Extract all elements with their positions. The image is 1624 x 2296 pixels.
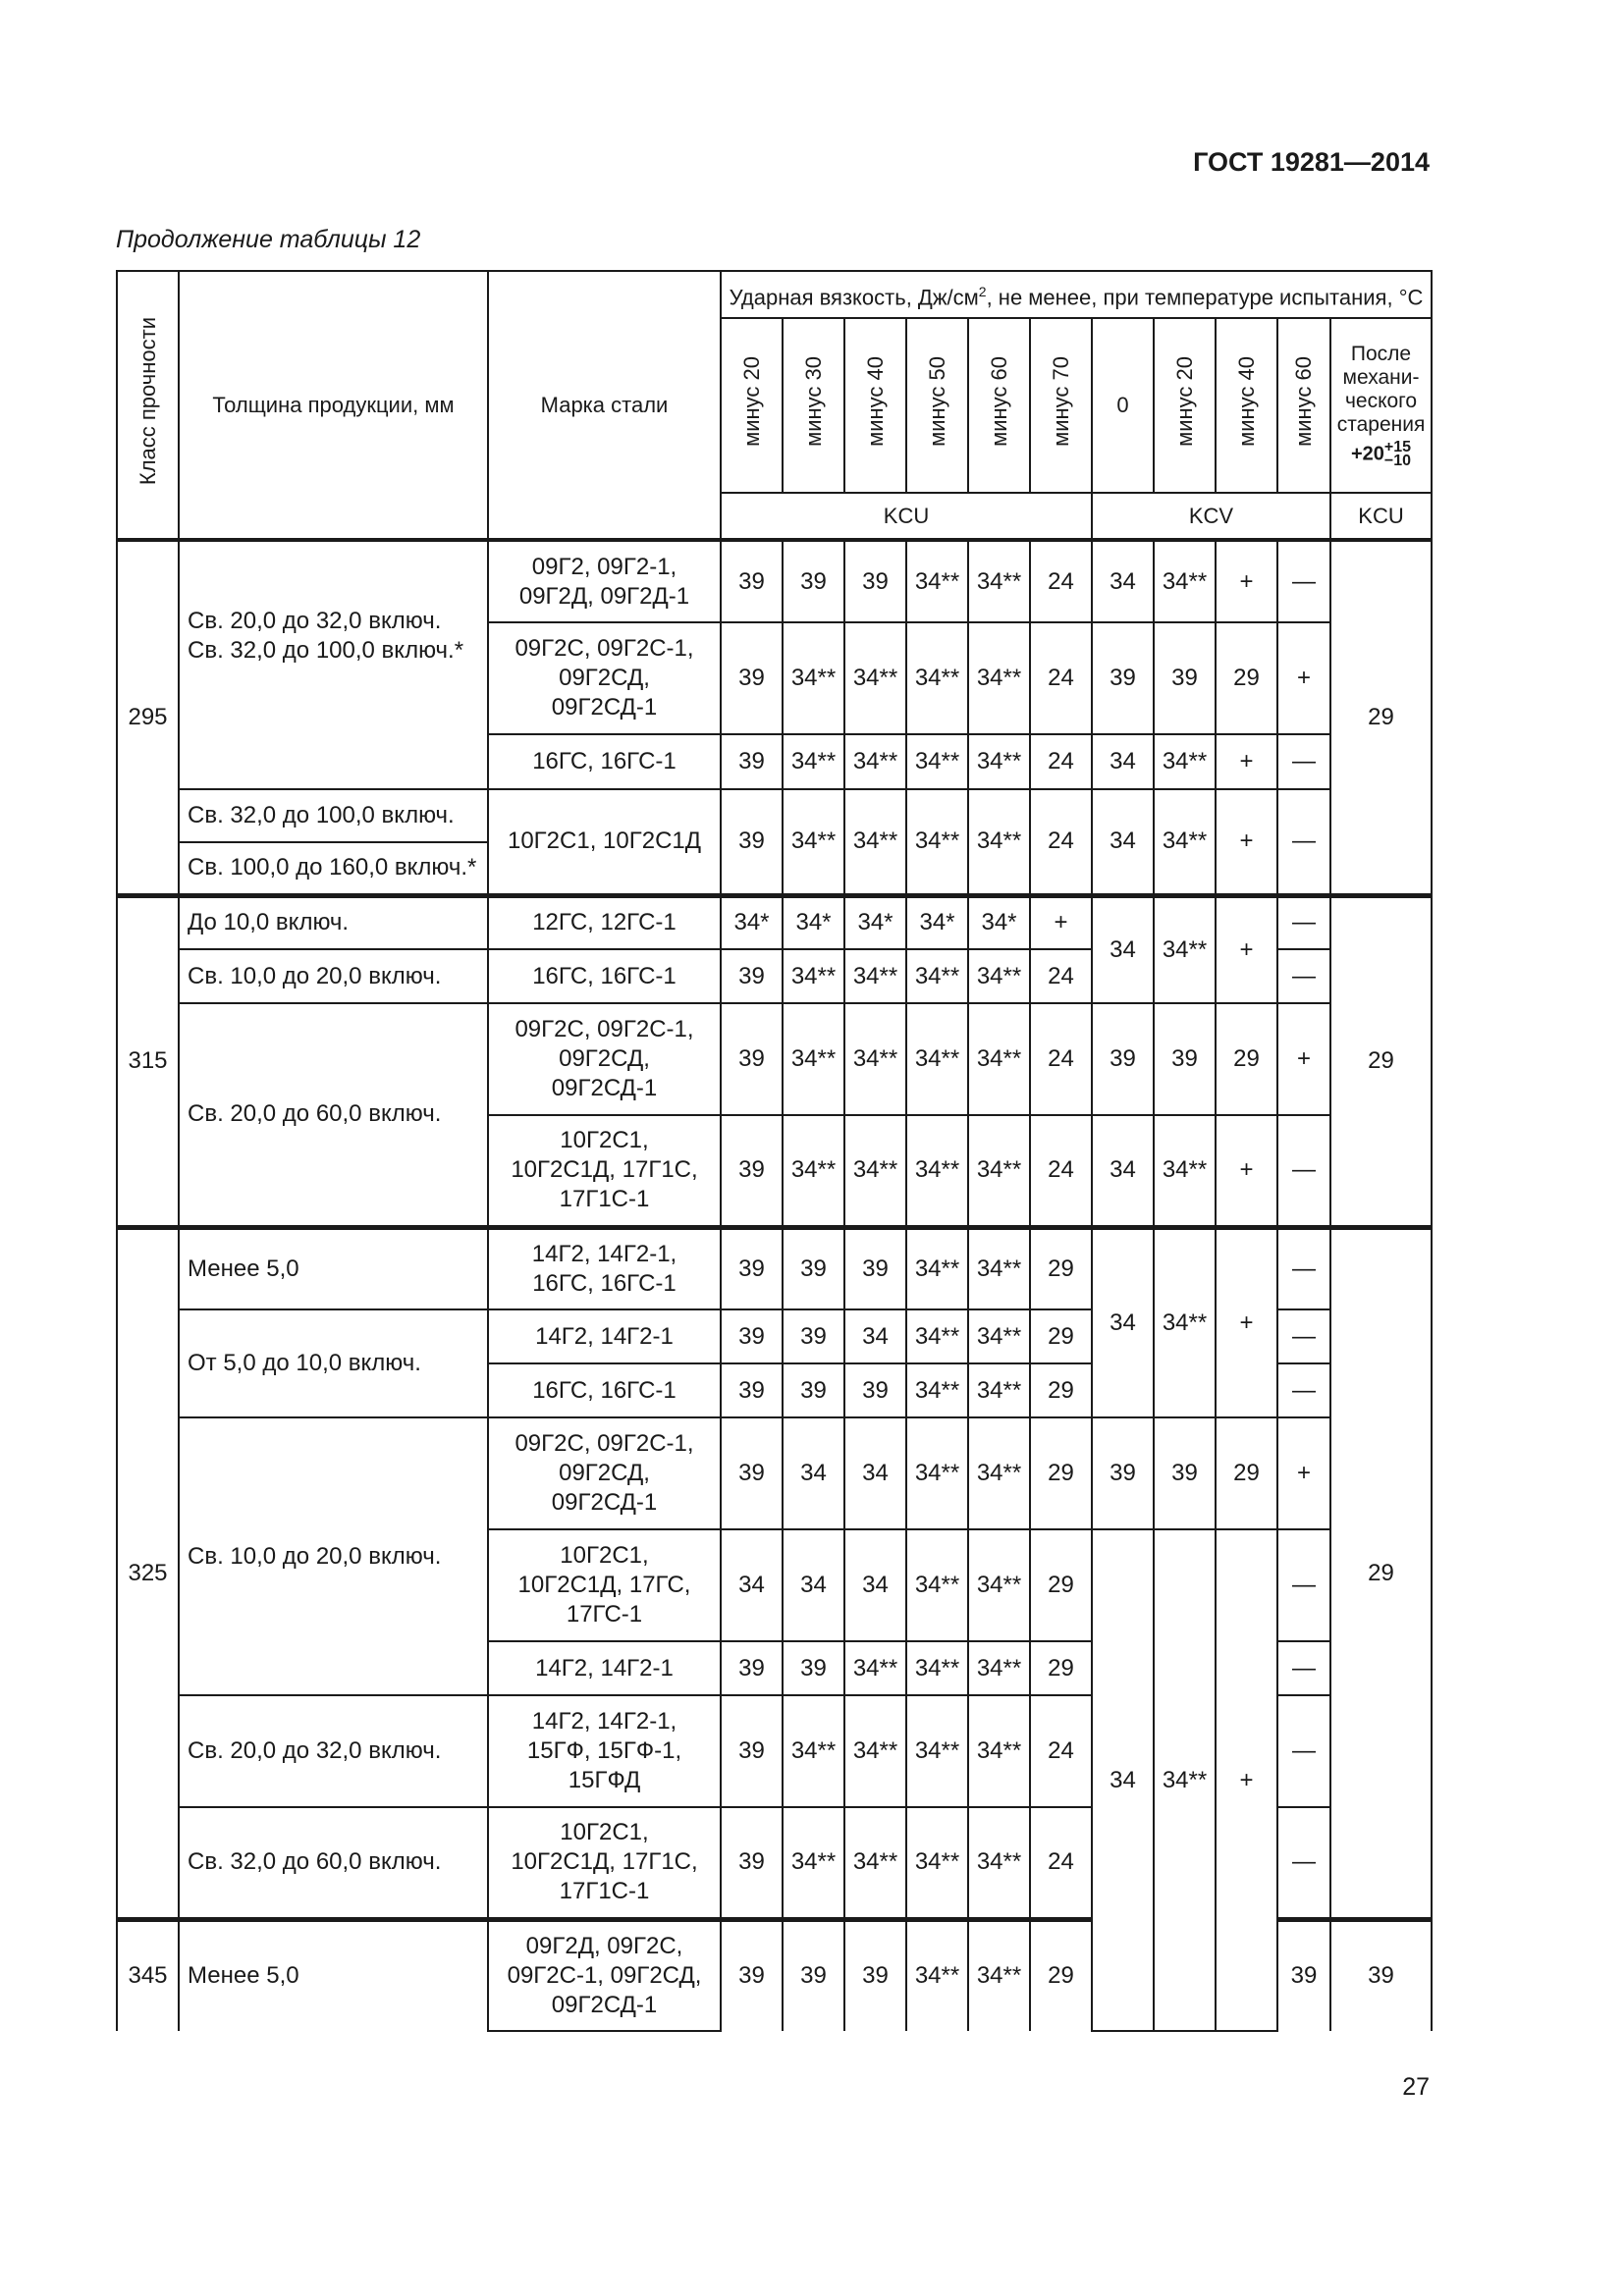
value-cell: 39 xyxy=(721,734,783,789)
value-cell: 39 xyxy=(783,1919,844,2031)
value-cell: + xyxy=(1216,540,1277,622)
value-cell: 34** xyxy=(1154,1115,1216,1227)
thickness-cell: От 5,0 до 10,0 включ. xyxy=(179,1309,488,1417)
thickness-cell: Св. 32,0 до 100,0 включ. xyxy=(179,789,488,842)
value-cell: 34 xyxy=(1092,895,1154,1003)
table-caption: Продолжение таблицы 12 xyxy=(116,226,421,253)
aging-cell: 29 xyxy=(1330,895,1432,1227)
value-cell: 34 xyxy=(844,1417,906,1529)
table-row xyxy=(117,789,1432,842)
thickness-cell: Св. 100,0 до 160,0 включ.* xyxy=(179,842,488,895)
value-cell: + xyxy=(1216,1115,1277,1227)
header-temp: минус 50 xyxy=(906,318,968,493)
value-cell: 39 xyxy=(1154,1003,1216,1115)
value-cell: 34 xyxy=(721,1529,783,1641)
class-cell: 345 xyxy=(117,1919,179,2031)
value-cell: 34** xyxy=(844,734,906,789)
value-cell: 34** xyxy=(906,1363,968,1417)
value-cell: 39 xyxy=(721,789,783,895)
value-cell: 34** xyxy=(783,1807,844,1919)
value-cell: + xyxy=(1216,734,1277,789)
value-cell: 34 xyxy=(1092,1227,1154,1417)
value-cell: 39 xyxy=(721,1003,783,1115)
value-cell: 29 xyxy=(1216,1417,1277,1529)
value-cell: 34** xyxy=(1154,734,1216,789)
class-cell: 295 xyxy=(117,540,179,895)
value-cell: 29 xyxy=(1216,622,1277,734)
value-cell: 34** xyxy=(968,540,1030,622)
value-cell: 34** xyxy=(968,622,1030,734)
steel-cell: 09Г2, 09Г2-1, 09Г2Д, 09Г2Д-1 xyxy=(488,540,721,622)
aging-cell: 29 xyxy=(1330,540,1432,895)
value-cell: 34** xyxy=(906,1919,968,2031)
value-cell: 34* xyxy=(783,895,844,949)
value-cell: 34** xyxy=(783,789,844,895)
value-cell: 39 xyxy=(721,1227,783,1309)
value-cell: 34* xyxy=(844,895,906,949)
value-cell: 34** xyxy=(906,1641,968,1695)
value-cell: 34 xyxy=(844,1309,906,1363)
group-kcv: KCV xyxy=(1092,493,1330,540)
value-cell: 34** xyxy=(844,1115,906,1227)
value-cell: 24 xyxy=(1030,789,1092,895)
header-temp: минус 40 xyxy=(844,318,906,493)
value-cell: — xyxy=(1277,1115,1330,1227)
header-thickness: Толщина продукции, мм xyxy=(179,271,488,540)
steel-cell: 09Г2С, 09Г2С-1, 09Г2СД, 09Г2СД-1 xyxy=(488,622,721,734)
steel-cell: 09Г2Д, 09Г2С, 09Г2С-1, 09Г2СД, 09Г2СД-1 xyxy=(488,1919,721,2031)
steel-cell: 09Г2С, 09Г2С-1, 09Г2СД, 09Г2СД-1 xyxy=(488,1003,721,1115)
value-cell: 34** xyxy=(783,1695,844,1807)
value-cell: 34** xyxy=(968,1641,1030,1695)
header-aging: После механи-ческого старения +20+15 −10 xyxy=(1330,318,1432,493)
value-cell: 34** xyxy=(906,1003,968,1115)
header-row-1 xyxy=(117,271,1432,318)
steel-cell: 09Г2С, 09Г2С-1, 09Г2СД, 09Г2СД-1 xyxy=(488,1417,721,1529)
value-cell: 34** xyxy=(783,1115,844,1227)
value-cell: — xyxy=(1277,734,1330,789)
steel-cell: 16ГС, 16ГС-1 xyxy=(488,734,721,789)
value-cell: 39 xyxy=(844,540,906,622)
value-cell: 24 xyxy=(1030,1695,1092,1807)
value-cell: 34** xyxy=(968,1227,1030,1309)
value-cell: 34 xyxy=(783,1529,844,1641)
table-row xyxy=(117,1003,1432,1115)
value-cell: 39 xyxy=(1154,622,1216,734)
value-cell: — xyxy=(1277,1641,1330,1695)
value-cell: 34** xyxy=(968,1363,1030,1417)
value-cell: 34** xyxy=(906,789,968,895)
value-cell: — xyxy=(1277,895,1330,949)
value-cell: 34** xyxy=(906,622,968,734)
value-cell: + xyxy=(1030,895,1092,949)
value-cell: 34** xyxy=(968,789,1030,895)
value-cell: 34** xyxy=(844,1641,906,1695)
value-cell: 29 xyxy=(1030,1363,1092,1417)
value-cell: 29 xyxy=(1030,1417,1092,1529)
value-cell: + xyxy=(1277,622,1330,734)
value-cell: 34** xyxy=(783,1003,844,1115)
value-cell: 34** xyxy=(906,1695,968,1807)
value-cell: 34** xyxy=(906,540,968,622)
steel-cell: 10Г2С1, 10Г2С1Д, 17ГС, 17ГС-1 xyxy=(488,1529,721,1641)
value-cell: — xyxy=(1277,540,1330,622)
value-cell: 24 xyxy=(1030,949,1092,1003)
header-temp: минус 20 xyxy=(721,318,783,493)
value-cell: 34** xyxy=(906,1115,968,1227)
value-cell: 34** xyxy=(1154,540,1216,622)
value-cell: 39 xyxy=(1330,1919,1432,2031)
value-cell: 24 xyxy=(1030,622,1092,734)
value-cell: 34** xyxy=(1154,1227,1216,1417)
header-temp: минус 60 xyxy=(968,318,1030,493)
value-cell: 39 xyxy=(721,1115,783,1227)
value-cell: 34* xyxy=(721,895,783,949)
steel-cell: 14Г2, 14Г2-1, 15ГФ, 15ГФ-1, 15ГФД xyxy=(488,1695,721,1807)
thickness-cell: Св. 20,0 до 32,0 включ. Св. 32,0 до 100,0 включ.* xyxy=(179,540,488,789)
steel-cell: 10Г2С1, 10Г2С1Д, 17Г1С, 17Г1С-1 xyxy=(488,1807,721,1919)
value-cell: 34** xyxy=(906,1807,968,1919)
value-cell: 34* xyxy=(968,895,1030,949)
value-cell: 39 xyxy=(721,949,783,1003)
class-cell: 325 xyxy=(117,1227,179,1919)
steel-cell: 10Г2С1, 10Г2С1Д, 17Г1С, 17Г1С-1 xyxy=(488,1115,721,1227)
value-cell: 34** xyxy=(906,734,968,789)
value-cell: 34** xyxy=(968,734,1030,789)
value-cell: 39 xyxy=(783,1309,844,1363)
thickness-cell: Менее 5,0 xyxy=(179,1227,488,1309)
value-cell: — xyxy=(1277,789,1330,895)
steel-cell: 14Г2, 14Г2-1 xyxy=(488,1309,721,1363)
value-cell: 34** xyxy=(1154,789,1216,895)
value-cell: 29 xyxy=(1030,1919,1092,2031)
value-cell: 39 xyxy=(1092,622,1154,734)
value-cell: 24 xyxy=(1030,734,1092,789)
value-cell: 34** xyxy=(968,1309,1030,1363)
document-code: ГОСТ 19281—2014 xyxy=(1193,147,1430,177)
thickness-cell: Св. 32,0 до 60,0 включ. xyxy=(179,1807,488,1919)
header-temp: минус 60 xyxy=(1277,318,1330,493)
thickness-cell: Св. 20,0 до 60,0 включ. xyxy=(179,1003,488,1227)
value-cell: + xyxy=(1277,1003,1330,1115)
header-impact: Ударная вязкость, $Дж/см^2$, не менее, при температуре испытания, °С xyxy=(721,271,1432,318)
steel-cell: 10Г2С1, 10Г2С1Д xyxy=(488,789,721,895)
value-cell: 39 xyxy=(721,1641,783,1695)
value-cell: 34** xyxy=(844,1695,906,1807)
value-cell: 34** xyxy=(844,622,906,734)
value-cell: 39 xyxy=(1277,1919,1330,2031)
group-aging-kcu: KCU xyxy=(1330,493,1432,540)
value-cell: 29 xyxy=(1216,1003,1277,1115)
value-cell: + xyxy=(1216,789,1277,895)
value-cell: 39 xyxy=(721,1309,783,1363)
value-cell: 39 xyxy=(1092,1003,1154,1115)
table-row xyxy=(117,1417,1432,1529)
table-row xyxy=(117,1227,1432,1309)
value-cell: 39 xyxy=(783,1641,844,1695)
value-cell: 39 xyxy=(1154,1417,1216,1529)
value-cell: 34** xyxy=(844,789,906,895)
value-cell: 34** xyxy=(968,1807,1030,1919)
steel-cell: 14Г2, 14Г2-1 xyxy=(488,1641,721,1695)
value-cell: 39 xyxy=(721,540,783,622)
value-cell: — xyxy=(1277,1227,1330,1309)
value-cell: 34 xyxy=(1092,789,1154,895)
header-temp: минус 40 xyxy=(1216,318,1277,493)
impact-toughness-table xyxy=(116,270,1431,2032)
value-cell: 34** xyxy=(844,1003,906,1115)
steel-cell: 16ГС, 16ГС-1 xyxy=(488,1363,721,1417)
value-cell: 34** xyxy=(968,1695,1030,1807)
value-cell: 34** xyxy=(968,1529,1030,1641)
value-cell: 34 xyxy=(1092,1115,1154,1227)
thickness-cell: Менее 5,0 xyxy=(179,1919,488,2031)
steel-cell: 14Г2, 14Г2-1, 16ГС, 16ГС-1 xyxy=(488,1227,721,1309)
header-class: Класс прочности xyxy=(117,271,179,540)
header-steel: Марка стали xyxy=(488,271,721,540)
value-cell: — xyxy=(1277,1695,1330,1807)
value-cell: 29 xyxy=(1030,1641,1092,1695)
value-cell: 34** xyxy=(968,949,1030,1003)
table-row xyxy=(117,895,1432,949)
value-cell: 34 xyxy=(1092,734,1154,789)
value-cell: — xyxy=(1277,949,1330,1003)
value-cell: 34* xyxy=(906,895,968,949)
table-row xyxy=(117,540,1432,622)
aging-cell: 29 xyxy=(1330,1227,1432,1919)
value-cell: — xyxy=(1277,1807,1330,1919)
value-cell: + xyxy=(1277,1417,1330,1529)
value-cell: 34** xyxy=(783,734,844,789)
value-cell: 34 xyxy=(1092,1529,1154,2031)
thickness-cell: Св. 10,0 до 20,0 включ. xyxy=(179,949,488,1003)
value-cell: 39 xyxy=(721,1919,783,2031)
value-cell: — xyxy=(1277,1309,1330,1363)
value-cell: 39 xyxy=(844,1363,906,1417)
steel-cell: 12ГС, 12ГС-1 xyxy=(488,895,721,949)
steel-cell: 16ГС, 16ГС-1 xyxy=(488,949,721,1003)
value-cell: — xyxy=(1277,1363,1330,1417)
value-cell: 24 xyxy=(1030,1003,1092,1115)
value-cell: 34** xyxy=(906,1227,968,1309)
page-number: 27 xyxy=(1402,2073,1430,2101)
value-cell: 39 xyxy=(844,1227,906,1309)
value-cell: 34** xyxy=(844,1807,906,1919)
value-cell: 34** xyxy=(968,1919,1030,2031)
value-cell: 29 xyxy=(1030,1309,1092,1363)
header-temp: минус 30 xyxy=(783,318,844,493)
value-cell: + xyxy=(1216,1529,1277,2031)
value-cell: 39 xyxy=(721,622,783,734)
value-cell: 29 xyxy=(1030,1529,1092,1641)
value-cell: 34** xyxy=(906,1417,968,1529)
value-cell: 34** xyxy=(844,949,906,1003)
value-cell: 24 xyxy=(1030,1807,1092,1919)
value-cell: 34** xyxy=(783,949,844,1003)
value-cell: 34 xyxy=(783,1417,844,1529)
value-cell: 29 xyxy=(1030,1227,1092,1309)
value-cell: — xyxy=(1277,1529,1330,1641)
value-cell: 39 xyxy=(783,540,844,622)
value-cell: 39 xyxy=(721,1807,783,1919)
value-cell: 34** xyxy=(1154,1529,1216,2031)
value-cell: 34** xyxy=(968,1003,1030,1115)
header-temp: минус 20 xyxy=(1154,318,1216,493)
value-cell: 39 xyxy=(721,1363,783,1417)
header-temp: минус 70 xyxy=(1030,318,1092,493)
header-temp: 0 xyxy=(1092,318,1154,493)
value-cell: 34** xyxy=(906,1529,968,1641)
class-cell: 315 xyxy=(117,895,179,1227)
value-cell: 24 xyxy=(1030,540,1092,622)
value-cell: 34** xyxy=(906,1309,968,1363)
thickness-cell: Св. 10,0 до 20,0 включ. xyxy=(179,1417,488,1695)
value-cell: + xyxy=(1216,1227,1277,1417)
value-cell: 39 xyxy=(721,1695,783,1807)
value-cell: 39 xyxy=(721,1417,783,1529)
value-cell: 34** xyxy=(906,949,968,1003)
group-kcu: KCU xyxy=(721,493,1092,540)
value-cell: 34 xyxy=(844,1529,906,1641)
value-cell: 24 xyxy=(1030,1115,1092,1227)
value-cell: 34** xyxy=(968,1115,1030,1227)
value-cell: 34 xyxy=(1092,540,1154,622)
value-cell: 34** xyxy=(968,1417,1030,1529)
value-cell: 39 xyxy=(783,1227,844,1309)
value-cell: 39 xyxy=(783,1363,844,1417)
value-cell: 39 xyxy=(844,1919,906,2031)
thickness-cell: Св. 20,0 до 32,0 включ. xyxy=(179,1695,488,1807)
thickness-cell: До 10,0 включ. xyxy=(179,895,488,949)
value-cell: 34** xyxy=(783,622,844,734)
value-cell: 39 xyxy=(1092,1417,1154,1529)
value-cell: 34** xyxy=(1154,895,1216,1003)
value-cell: + xyxy=(1216,895,1277,1003)
